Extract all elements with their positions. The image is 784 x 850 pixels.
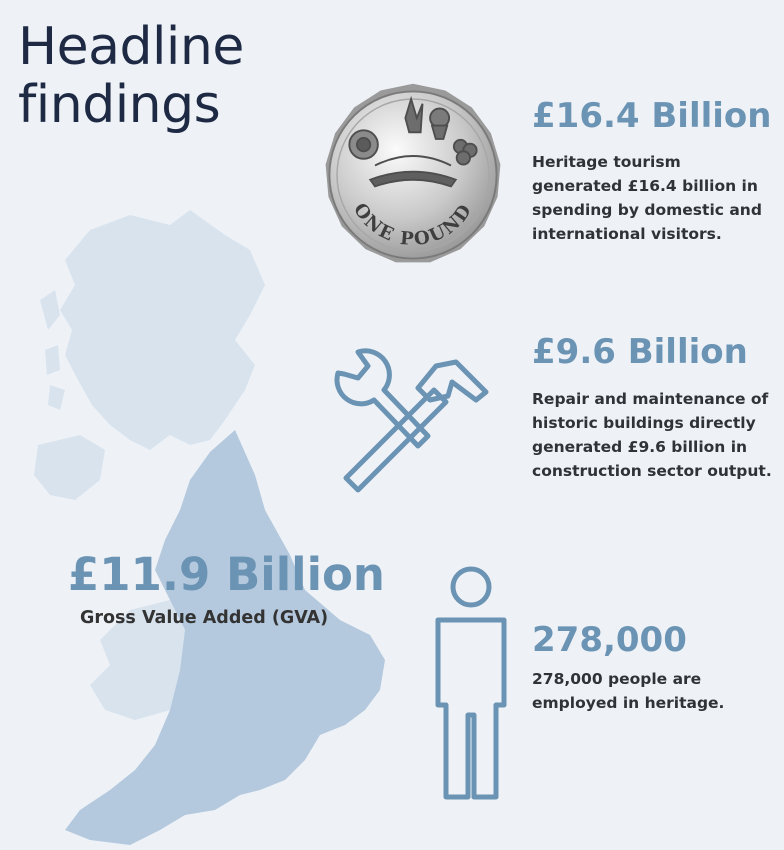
gva-value: £11.9 Billion <box>68 548 385 601</box>
stat-value-repair: £9.6 Billion <box>532 332 748 372</box>
gva-label: Gross Value Added (GVA) <box>80 608 329 628</box>
wrench-hammer-icon <box>326 338 492 498</box>
stat-value-tourism: £16.4 Billion <box>532 96 772 136</box>
uk-map <box>20 190 400 850</box>
map-scotland <box>60 210 265 450</box>
map-northern-ireland <box>34 435 105 500</box>
coin-inscription: ONE POUND <box>349 199 477 251</box>
person-icon <box>430 565 512 805</box>
stat-description-tourism: Heritage tourism generated £16.4 billion in spending by domestic and international visitors. <box>532 153 762 243</box>
stat-description-employment: 278,000 people are employed in heritage. <box>532 670 725 712</box>
title-line-1: Headline <box>18 17 244 77</box>
page-title <box>18 18 244 134</box>
pound-coin-icon <box>318 80 508 270</box>
title-line-2: findings <box>18 75 221 135</box>
stat-description-repair: Repair and maintenance of historic buildings directly generated £9.6 billion in construction sector output. <box>532 390 772 480</box>
stat-value-employment: 278,000 <box>532 620 687 660</box>
